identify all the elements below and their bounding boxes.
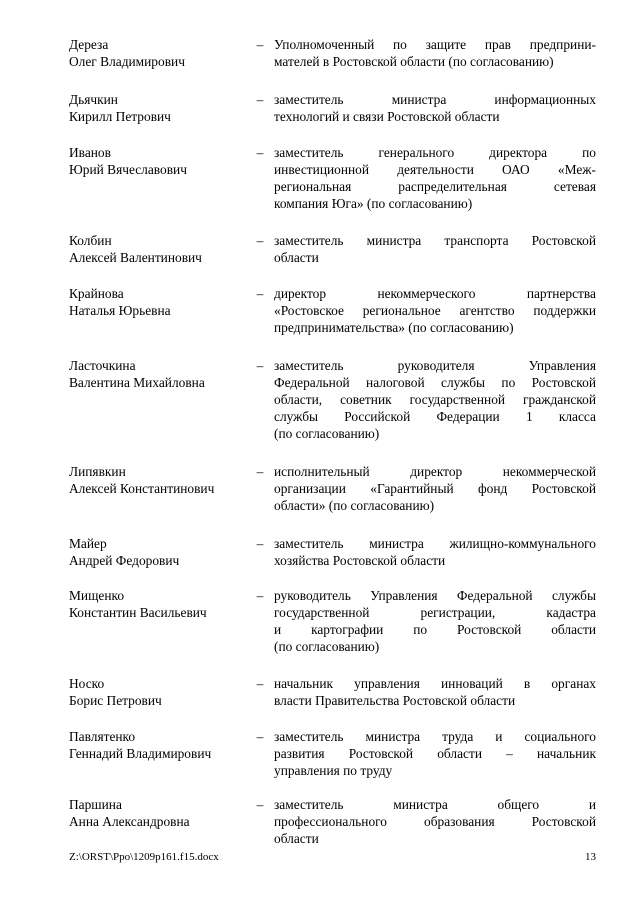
position-line: области» (по согласованию) xyxy=(274,498,435,513)
member-name xyxy=(69,535,254,569)
member-name xyxy=(69,36,254,70)
member-surname: Носко xyxy=(69,676,105,691)
member-entry xyxy=(69,357,596,463)
position-line: (по согласованию) xyxy=(274,426,380,441)
position-line: заместитель министра информационных xyxy=(274,92,596,107)
position-line: начальник управления инноваций в органах xyxy=(274,676,596,691)
position-line: директор некоммерческого партнерства xyxy=(274,286,596,301)
member-given-name: Олег Владимирович xyxy=(69,54,185,69)
member-entry xyxy=(69,144,596,232)
position-line: технологий и связи Ростовской области xyxy=(274,109,500,124)
member-surname: Павлятенко xyxy=(69,729,136,744)
member-entry xyxy=(69,285,596,357)
position-line: инвестиционной деятельности ОАО «Меж- xyxy=(274,162,596,177)
member-surname: Дьячкин xyxy=(69,92,118,107)
position-line: компания Юга» (по согласованию) xyxy=(274,196,473,211)
member-surname: Иванов xyxy=(69,145,111,160)
position-line: государственной регистрации, кадастра xyxy=(274,605,596,620)
member-given-name: Юрий Вячеславович xyxy=(69,162,187,177)
member-surname: Колбин xyxy=(69,233,112,248)
position-line: заместитель министра транспорта Ростовской xyxy=(274,233,596,248)
position-line: заместитель руководителя Управления xyxy=(274,358,596,373)
member-name xyxy=(69,91,254,125)
separator-dash: – xyxy=(256,676,264,691)
position-line: заместитель министра труда и социального xyxy=(274,729,596,744)
separator-dash: – xyxy=(256,536,264,551)
position-line: службы Российской Федерации 1 класса xyxy=(274,409,596,424)
member-name xyxy=(69,285,254,319)
member-name xyxy=(69,463,254,497)
member-name xyxy=(69,144,254,178)
member-entry xyxy=(69,91,596,144)
member-position xyxy=(274,535,596,569)
member-name xyxy=(69,357,254,391)
member-entry xyxy=(69,728,596,796)
member-surname: Дереза xyxy=(69,37,109,52)
member-name xyxy=(69,587,254,621)
member-surname: Крайнова xyxy=(69,286,124,301)
member-position xyxy=(274,463,596,514)
separator-dash: – xyxy=(256,92,264,107)
position-line: предпринимательства» (по согласованию) xyxy=(274,320,514,335)
position-line: управления по труду xyxy=(274,763,393,778)
member-list xyxy=(69,36,596,847)
member-given-name: Борис Петрович xyxy=(69,693,162,708)
member-entry xyxy=(69,675,596,728)
member-entry xyxy=(69,232,596,285)
position-line: заместитель министра жилищно-коммунального xyxy=(274,536,596,551)
separator-dash: – xyxy=(256,588,264,603)
separator-dash: – xyxy=(256,37,264,52)
separator-dash: – xyxy=(256,358,264,373)
member-given-name: Кирилл Петрович xyxy=(69,109,171,124)
member-given-name: Андрей Федорович xyxy=(69,553,180,568)
member-name xyxy=(69,232,254,266)
member-given-name: Анна Александровна xyxy=(69,814,190,829)
position-line: (по согласованию) xyxy=(274,639,380,654)
member-position xyxy=(274,675,596,709)
position-line: «Ростовское региональное агентство поддержки xyxy=(274,303,596,318)
file-path: Z:\ORST\Ppo\1209p161.f15.docx xyxy=(69,851,219,863)
member-given-name: Алексей Валентинович xyxy=(69,250,202,265)
position-line: Уполномоченный по защите прав предприни- xyxy=(274,37,596,52)
member-position xyxy=(274,285,596,336)
position-line: региональная распределительная сетевая xyxy=(274,179,596,194)
member-entry xyxy=(69,587,596,675)
position-line: профессионального образования Ростовской xyxy=(274,814,596,829)
member-surname: Липявкин xyxy=(69,464,126,479)
member-surname: Ласточкина xyxy=(69,358,136,373)
member-given-name: Наталья Юрьевна xyxy=(69,303,171,318)
position-line: развития Ростовской области – начальник xyxy=(274,746,596,761)
member-entry xyxy=(69,535,596,587)
member-entry xyxy=(69,796,596,847)
member-name xyxy=(69,728,254,762)
member-position xyxy=(274,796,596,847)
member-given-name: Алексей Константинович xyxy=(69,481,215,496)
member-position xyxy=(274,232,596,266)
position-line: области, советник государственной гражданской xyxy=(274,392,596,407)
position-line: хозяйства Ростовской области xyxy=(274,553,446,568)
member-given-name: Валентина Михайловна xyxy=(69,375,205,390)
position-line: и картографии по Ростовской области xyxy=(274,622,596,637)
member-surname: Паршина xyxy=(69,797,122,812)
separator-dash: – xyxy=(256,145,264,160)
position-line: заместитель министра общего и xyxy=(274,797,596,812)
position-line: мателей в Ростовской области (по согласованию) xyxy=(274,54,554,69)
member-name xyxy=(69,675,254,709)
member-position xyxy=(274,587,596,655)
separator-dash: – xyxy=(256,286,264,301)
position-line: организации «Гарантийный фонд Ростовской xyxy=(274,481,596,496)
member-surname: Мищенко xyxy=(69,588,125,603)
page-number: 13 xyxy=(585,851,596,863)
member-position xyxy=(274,144,596,212)
position-line: области xyxy=(274,250,319,265)
member-entry xyxy=(69,36,596,91)
position-line: области xyxy=(274,831,319,846)
separator-dash: – xyxy=(256,464,264,479)
member-surname: Майер xyxy=(69,536,107,551)
member-position xyxy=(274,728,596,779)
position-line: власти Правительства Ростовской области xyxy=(274,693,516,708)
member-given-name: Константин Васильевич xyxy=(69,605,207,620)
position-line: Федеральной налоговой службы по Ростовской xyxy=(274,375,596,390)
separator-dash: – xyxy=(256,233,264,248)
member-entry xyxy=(69,463,596,535)
separator-dash: – xyxy=(256,729,264,744)
separator-dash: – xyxy=(256,797,264,812)
member-position xyxy=(274,357,596,442)
member-given-name: Геннадий Владимирович xyxy=(69,746,212,761)
position-line: руководитель Управления Федеральной службы xyxy=(274,588,596,603)
member-position xyxy=(274,91,596,125)
member-position xyxy=(274,36,596,70)
position-line: заместитель генерального директора по xyxy=(274,145,596,160)
position-line: исполнительный директор некоммерческой xyxy=(274,464,596,479)
member-name xyxy=(69,796,254,830)
